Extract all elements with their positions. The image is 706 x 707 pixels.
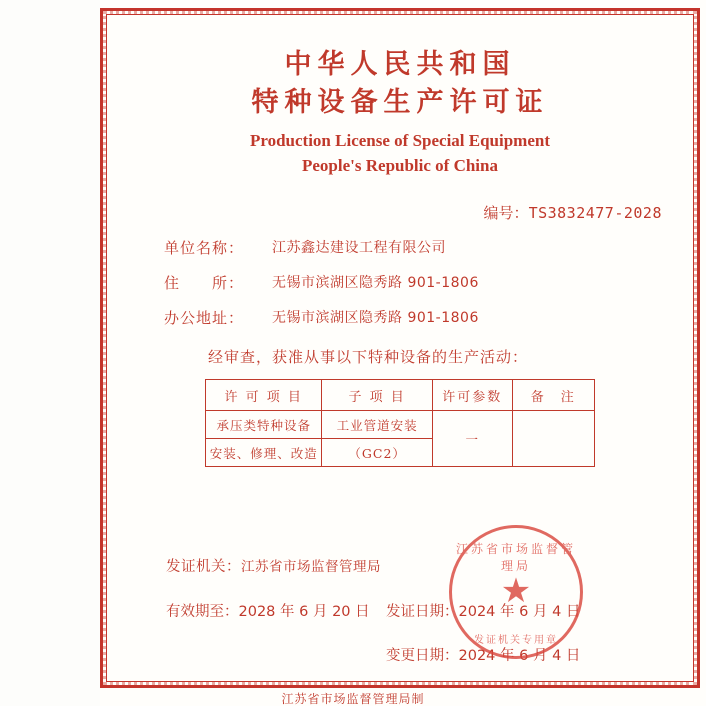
- table-header-row: [206, 380, 595, 411]
- title-english-line2: People's Republic of China: [302, 156, 498, 175]
- seal-bottom-text: 发证机关专用章: [474, 635, 558, 646]
- cell-item-line2: 安装、修理、改造: [206, 439, 322, 467]
- title-english-line1: Production License of Special Equipment: [249, 131, 551, 150]
- field-office-address-label: 办公地址：: [164, 309, 245, 327]
- column-header-parameter: 许可参数: [432, 380, 512, 411]
- field-office-address-value: 无锡市滨湖区隐秀路 901-1806: [272, 310, 479, 326]
- serial-number-label: 编号：: [483, 204, 529, 222]
- column-header-remark: 备 注: [512, 380, 594, 411]
- column-header-item: 许 可 项 目: [206, 380, 322, 411]
- validity-date-value: 2028 年 6 月 20 日: [238, 604, 370, 620]
- field-company-name-label: 单位名称：: [164, 239, 245, 257]
- issue-date-value: 2024 年 6 月 4 日: [458, 604, 581, 620]
- footer-note: 江苏省市场监督管理局制: [281, 692, 425, 706]
- issue-date-label: 发证日期：: [386, 604, 459, 620]
- validity-date-label: 有效期至：: [166, 604, 239, 620]
- change-date-label: 变更日期：: [386, 648, 459, 664]
- table-row: [206, 411, 595, 439]
- field-residence-value: 无锡市滨湖区隐秀路 901-1806: [272, 275, 479, 291]
- field-office-address: [120, 307, 680, 328]
- cell-subitem-line2: （GC2）: [322, 439, 432, 467]
- issuing-authority-value: 江苏省市场监督管理局: [241, 559, 381, 575]
- title-chinese-line2: 特种设备生产许可证: [251, 87, 549, 118]
- seal-star-icon: ★: [500, 573, 532, 610]
- field-residence: [120, 272, 680, 293]
- serial-number-row: [120, 202, 680, 223]
- binding-strip: [0, 0, 100, 706]
- certificate-content: [120, 30, 680, 467]
- cell-subitem-line1: 工业管道安装: [322, 411, 432, 439]
- seal-top-text: 江苏省市场监督管理局: [455, 542, 576, 573]
- validity-date: [166, 600, 370, 621]
- title-chinese-line1: 中华人民共和国: [284, 49, 516, 80]
- cell-item-line1: 承压类特种设备: [206, 411, 322, 439]
- serial-number-value: TS3832477-2028: [528, 204, 662, 222]
- issuing-authority-label: 发证机关：: [166, 559, 241, 575]
- approval-statement: 经审查，获准从事以下特种设备的生产活动：: [208, 348, 529, 366]
- cell-parameter: 一: [432, 411, 512, 467]
- field-residence-label: 住 所：: [164, 274, 245, 292]
- column-header-subitem: 子 项 目: [322, 380, 432, 411]
- permitted-items-table: [205, 379, 595, 467]
- cell-remark: [512, 411, 594, 467]
- issuing-authority: [166, 555, 381, 576]
- field-company-name: [120, 237, 680, 258]
- field-company-name-value: 江苏鑫达建设工程有限公司: [272, 240, 446, 256]
- change-date-value: 2024 年 6 月 4 日: [458, 648, 581, 664]
- official-seal-stamp: [449, 525, 583, 659]
